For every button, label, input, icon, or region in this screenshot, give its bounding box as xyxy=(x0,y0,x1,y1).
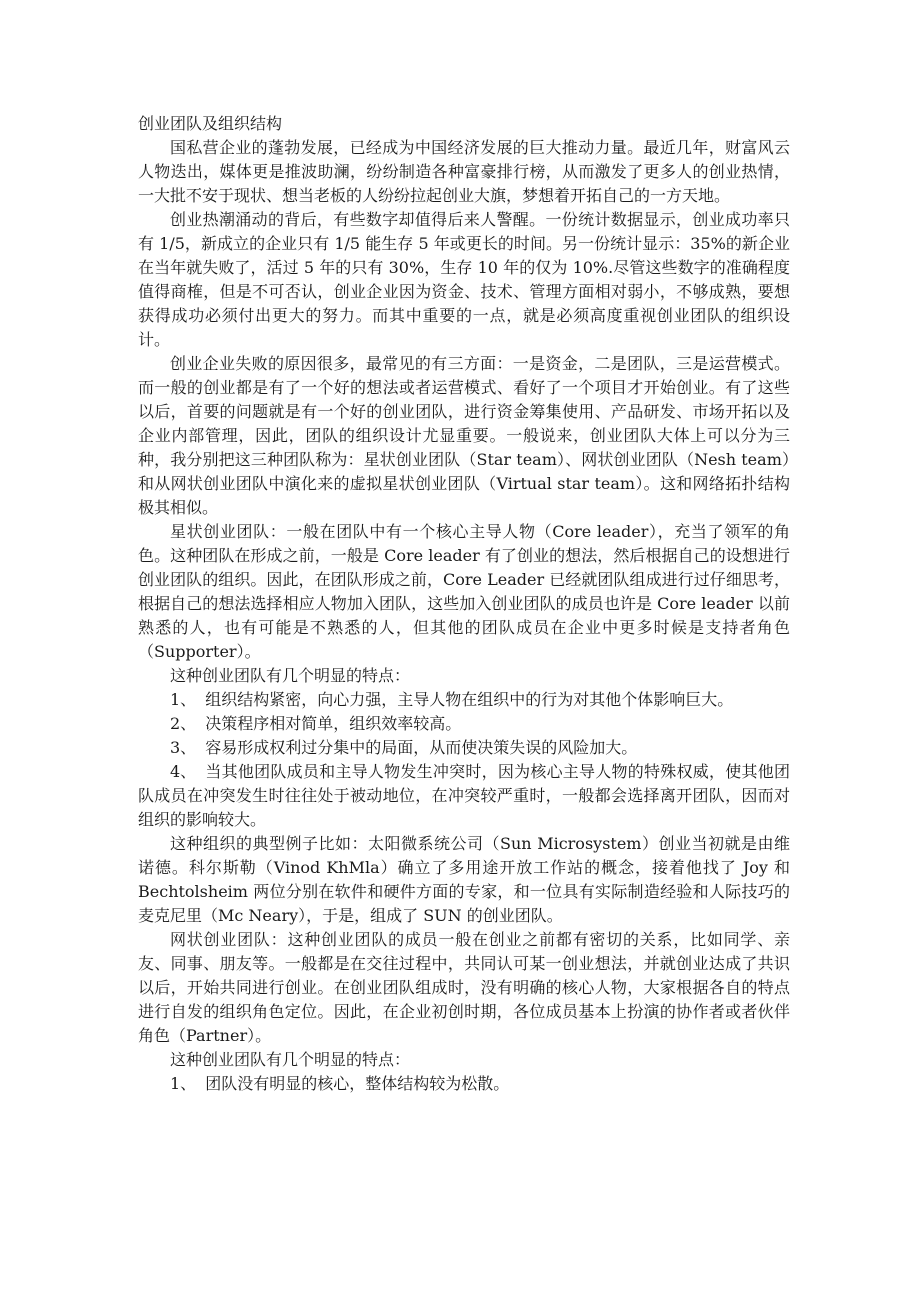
paragraph-net-team: 网状创业团队：这种创业团队的成员一般在创业之前都有密切的关系，比如同学、亲友、同事、朋友等。一般都是在交往过程中，共同认可某一创业想法，并就创业达成了共识以后，开始共同进行创业。在创业团队组成时，没有明确的核心人物，大家根据各自的特点进行自发的组织角色定位。因此，在企业初创时期，各位成员基本上扮演的协作者或者伙伴角色（Partner）。 xyxy=(138,930,790,1045)
document-title: 创业团队及组织结构 xyxy=(138,114,283,133)
paragraph-sun-example: 这种组织的典型例子比如：太阳微系统公司（Sun Microsystem）创业当初就是由维诺德。科尔斯勒（Vinod KhMla）确立了多用途开放工作站的概念，接着他找了 Joy 和 Bechtolsheim 两位分别在软件和硬件方面的专家，和一位具有实际制造经验和人际技巧的麦克尼里（Mc Neary），于是，组成了 SUN 的创业团队。 xyxy=(138,834,790,925)
list-item-text: 组织结构紧密，向心力强，主导人物在组织中的行为对其他个体影响巨大。 xyxy=(205,690,734,709)
paragraph-star-features-intro: 这种创业团队有几个明显的特点： xyxy=(170,666,411,685)
list-item-number: 4、 xyxy=(170,762,197,781)
list-item-text: 容易形成权利过分集中的局面，从而使决策失误的风险加大。 xyxy=(205,738,638,757)
list-item-net-1 xyxy=(138,1072,790,1096)
paragraph-statistics: 创业热潮涌动的背后，有些数字却值得后来人警醒。一份统计数据显示，创业成功率只有 1/5，新成立的企业只有 1/5 能生存 5 年或更长的时间。另一份统计显示：35%的新企业在当年就失败了，活过 5 年的只有 30%，生存 10 年的仅为 10%.尽管这些数字的准确程度值得商榷，但是不可否认，创业企业因为资金、技术、管理方面相对弱小，不够成熟，要想获得成功必须付出更大的努力。而其中重要的一点，就是必须高度重视创业团队的组织设计。 xyxy=(138,210,790,349)
list-item-text: 决策程序相对简单，组织效率较高。 xyxy=(205,714,462,733)
list-item-star-3 xyxy=(138,736,790,760)
list-item-text: 团队没有明显的核心，整体结构较为松散。 xyxy=(205,1074,510,1093)
list-item-text: 当其他团队成员和主导人物发生冲突时，因为核心主导人物的特殊权威，使其他团队成员在冲突发生时往往处于被动地位，在冲突较严重时，一般都会选择离开团队，因而对组织的影响较大。 xyxy=(138,762,790,829)
list-item-number: 3、 xyxy=(170,738,197,757)
list-item-number: 2、 xyxy=(170,714,197,733)
list-item-star-4 xyxy=(138,760,790,832)
list-item-number: 1、 xyxy=(170,1074,197,1093)
list-item-star-1 xyxy=(138,688,790,712)
paragraph-intro: 国私营企业的蓬勃发展，已经成为中国经济发展的巨大推动力量。最近几年，财富风云人物迭出，媒体更是推波助澜，纷纷制造各种富豪排行榜，从而激发了更多人的创业热情，一大批不安于现状、想当老板的人纷纷拉起创业大旗，梦想着开拓自己的一方天地。 xyxy=(138,138,790,205)
paragraph-star-team: 星状创业团队：一般在团队中有一个核心主导人物（Core leader），充当了领军的角色。这种团队在形成之前，一般是 Core leader 有了创业的想法，然后根据自己的设想进行创业团队的组织。因此，在团队形成之前，Core Leader 已经就团队组成进行过仔细思考，根据自己的想法选择相应人物加入团队，这些加入创业团队的成员也许是 Core leader 以前熟悉的人，也有可能是不熟悉的人，但其他的团队成员在企业中更多时候是支持者角色（Supporter）。 xyxy=(138,522,790,661)
list-item-star-2 xyxy=(138,712,790,736)
document-page xyxy=(138,112,790,1096)
paragraph-net-features-intro: 这种创业团队有几个明显的特点： xyxy=(170,1050,411,1069)
paragraph-failure-reasons: 创业企业失败的原因很多，最常见的有三方面：一是资金，二是团队，三是运营模式。而一般的创业都是有了一个好的想法或者运营模式、看好了一个项目才开始创业。有了这些以后，首要的问题就是有一个好的创业团队，进行资金筹集使用、产品研发、市场开拓以及企业内部管理，因此，团队的组织设计尤显重要。一般说来，创业团队大体上可以分为三种，我分别把这三种团队称为：星状创业团队（Star team）、网状创业团队（Nesh team）和从网状创业团队中演化来的虚拟星状创业团队（Virtual star team）。这和网络拓扑结构极其相似。 xyxy=(138,354,790,517)
list-item-number: 1、 xyxy=(170,690,197,709)
